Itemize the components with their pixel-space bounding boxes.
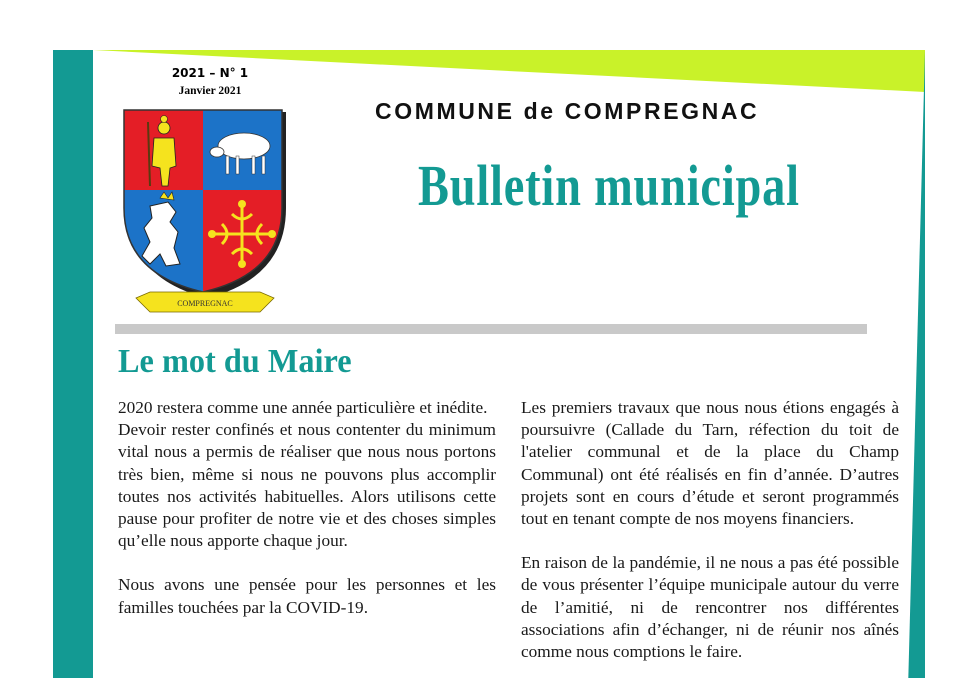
section-divider — [115, 324, 867, 334]
paragraph: Devoir rester confinés et nous contenter du minimum vital nous a permis de réaliser que nous nous portons très bien, même si nous ne pouvons plus accomplir toutes nos activités habituelles. Alors utilisons cette pause pour profiter de notre vie et des choses simples qu’elle nous apporte chaque jour. — [118, 420, 496, 551]
paragraph: En raison de la pandémie, il ne nous a pas été possible de vous présenter l’équipe municipale autour du verre de l’amitié, ni de rencontrer nos différentes associations afin d’échanger, ni de réunir nos aînés comme nous comptions le faire. — [521, 553, 899, 662]
article-heading: Le mot du Maire — [118, 343, 352, 380]
article-column-left — [118, 397, 496, 619]
crest-banner-label: COMPREGNAC — [177, 299, 233, 308]
article-column-right — [521, 397, 899, 663]
paragraph: Nous avons une pensée pour les personnes et les familles touchées par la COVID-19. — [118, 575, 496, 617]
paragraph: Les premiers travaux que nous nous étions engagés à poursuivre (Callade du Tarn, réfection du toit de l'atelier communal et de la place du Champ Communal) ont été réalisés en fin d’année. D’autres projets sont en cours d’étude et seront programmés tout en tenant compte de nos moyens financiers. — [521, 398, 899, 529]
commune-title: COMMUNE de COMPREGNAC — [375, 98, 760, 124]
bulletin-title: Bulletin municipal — [418, 153, 800, 218]
issue-number: 2021 – N° 1 — [171, 66, 249, 80]
issue-info — [150, 66, 270, 97]
right-teal-border — [908, 50, 925, 678]
coat-of-arms-icon — [120, 108, 290, 318]
left-teal-border — [53, 50, 93, 678]
issue-date: Janvier 2021 — [178, 85, 242, 97]
paragraph: 2020 restera comme une année particulière et inédite. — [118, 398, 488, 417]
